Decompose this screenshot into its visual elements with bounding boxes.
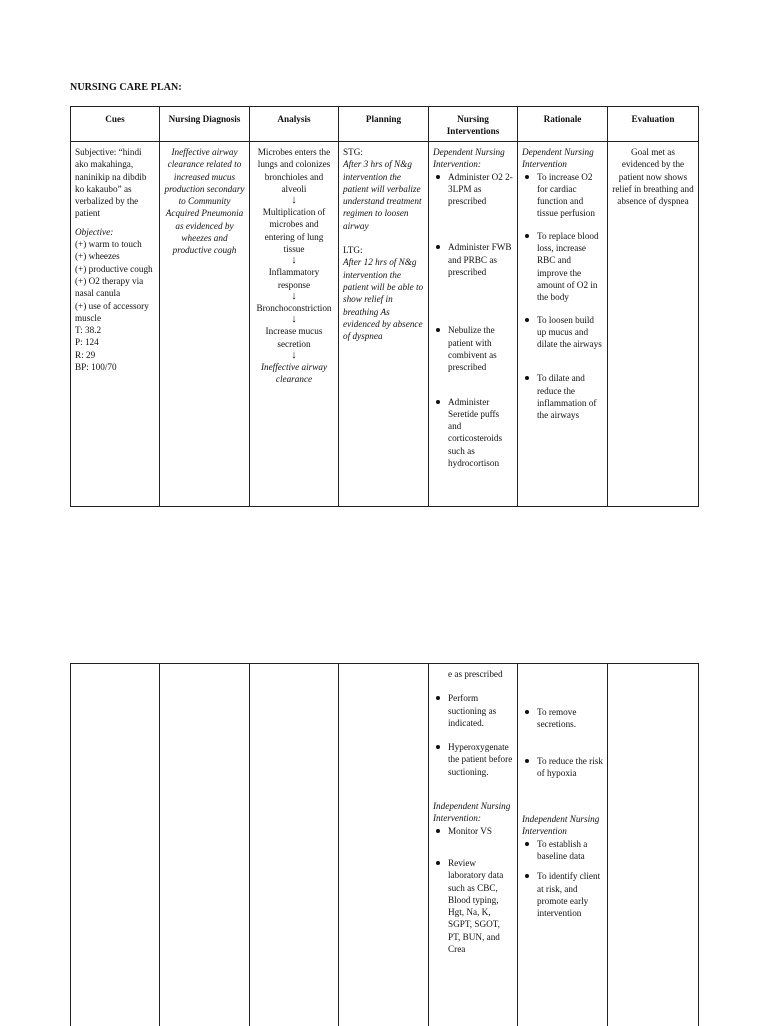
rationale-item: To replace blood loss, increase RBC and improve the amount of O2 in the body [522,230,603,304]
subjective-text: Subjective: “hindi ako makahinga, naninikip na dibdib ko kakaubo” as verbalized by the patient [75,146,155,220]
objective-item: (+) use of accessory muscle [75,300,155,325]
header-interventions: Nursing Interventions [429,107,518,142]
care-plan-table-continued [70,663,699,1026]
objective-item: (+) warm to touch [75,238,155,250]
header-diagnosis: Nursing Diagnosis [160,107,250,142]
rationale-item: To dilate and reduce the inflammation of the airways [522,372,603,421]
analysis-step: Bronchoconstriction [254,302,334,314]
intervention-item: Administer O2 2-3LPM as prescribed [433,171,513,208]
objective-item: (+) O2 therapy via nasal canula [75,275,155,300]
ltg-text: After 12 hrs of N&g intervention the patient will be able to show relief in breathing As evidenced by absence of dyspnea [343,256,424,342]
header-analysis: Analysis [250,107,339,142]
planning-cell-empty [339,664,429,1026]
vital-sign: T: 38.2 [75,324,155,336]
analysis-step: Microbes enters the lungs and colonizes bronchioles and alveoli [254,146,334,195]
header-planning: Planning [339,107,429,142]
rationale-independent-label: Independent Nursing Intervention [522,813,603,838]
rationale-item: To remove secretions. [522,706,603,731]
analysis-step: Inflammatory response [254,266,334,291]
intervention-item: Nebulize the patient with combivent as prescribed [433,324,513,373]
down-arrow-icon: ↓ [254,314,334,325]
diagnosis-cell [160,142,250,507]
ltg-label: LTG: [343,244,424,256]
planning-cell [339,142,429,507]
rationale-cell [518,142,608,507]
cues-cell-empty [71,664,160,1026]
rationale-item: To reduce the risk of hypoxia [522,755,603,780]
rationale-cell-continued [518,664,608,1026]
vital-sign: P: 124 [75,336,155,348]
rationale-dependent-label: Dependent Nursing Intervention [522,146,603,171]
intervention-item: Administer Seretide puffs and corticosteroids such as hydrocortison [433,396,513,470]
interventions-cell [429,142,518,507]
stg-label: STG: [343,146,424,158]
independent-label: Independent Nursing Intervention: [433,800,513,825]
header-evaluation: Evaluation [608,107,699,142]
intervention-item: Administer FWB and PRBC as prescribed [433,241,513,278]
header-rationale: Rationale [518,107,608,142]
down-arrow-icon: ↓ [254,350,334,361]
cues-cell [71,142,160,507]
analysis-final: Ineffective airway clearance [254,361,334,386]
interventions-cell-continued [429,664,518,1026]
stg-text: After 3 hrs of N&g intervention the patient will verbalize understand treatment regimen to loosen airway [343,158,424,232]
analysis-cell [250,142,339,507]
header-row [71,107,699,142]
rationale-item: To identify client at risk, and promote early intervention [522,870,603,919]
table-row [71,664,699,1026]
table-row [71,142,699,507]
diagnosis-text: Ineffective airway clearance related to increased mucus production secondary to Community Acquired Pneumonia as evidenced by wheezes and productive cough [164,147,244,255]
evaluation-text: Goal met as evidenced by the patient now shows relief in breathing and absence of dyspnea [612,147,693,206]
intervention-continued: e as prescribed [433,668,513,680]
objective-item: (+) productive cough [75,263,155,275]
header-cues: Cues [71,107,160,142]
intervention-item: Review laboratory data such as CBC, Blood typing, Hgt, Na, K, SGPT, SGOT, PT, BUN, and Crea [433,857,513,955]
evaluation-cell-empty [608,664,699,1026]
intervention-item: Perform suctioning as indicated. [433,692,513,729]
analysis-step: Multiplication of microbes and entering of lung tissue [254,206,334,255]
diagnosis-cell-empty [160,664,250,1026]
vital-sign: R: 29 [75,349,155,361]
intervention-item: Hyperoxygenate the patient before suctioning. [433,741,513,778]
rationale-item: To establish a baseline data [522,838,603,863]
intervention-item: Monitor VS [433,825,513,837]
analysis-cell-empty [250,664,339,1026]
down-arrow-icon: ↓ [254,291,334,302]
vital-sign: BP: 100/70 [75,361,155,373]
page-title: NURSING CARE PLAN: [70,82,182,93]
objective-label: Objective: [75,226,155,238]
care-plan-table [70,106,699,507]
rationale-item: To loosen build up mucus and dilate the airways [522,314,603,351]
objective-item: (+) wheezes [75,250,155,262]
evaluation-cell [608,142,699,507]
down-arrow-icon: ↓ [254,255,334,266]
down-arrow-icon: ↓ [254,195,334,206]
dependent-label: Dependent Nursing Intervention: [433,146,513,171]
rationale-item: To increase O2 for cardiac function and tissue perfusion [522,171,603,220]
analysis-step: Increase mucus secretion [254,325,334,350]
